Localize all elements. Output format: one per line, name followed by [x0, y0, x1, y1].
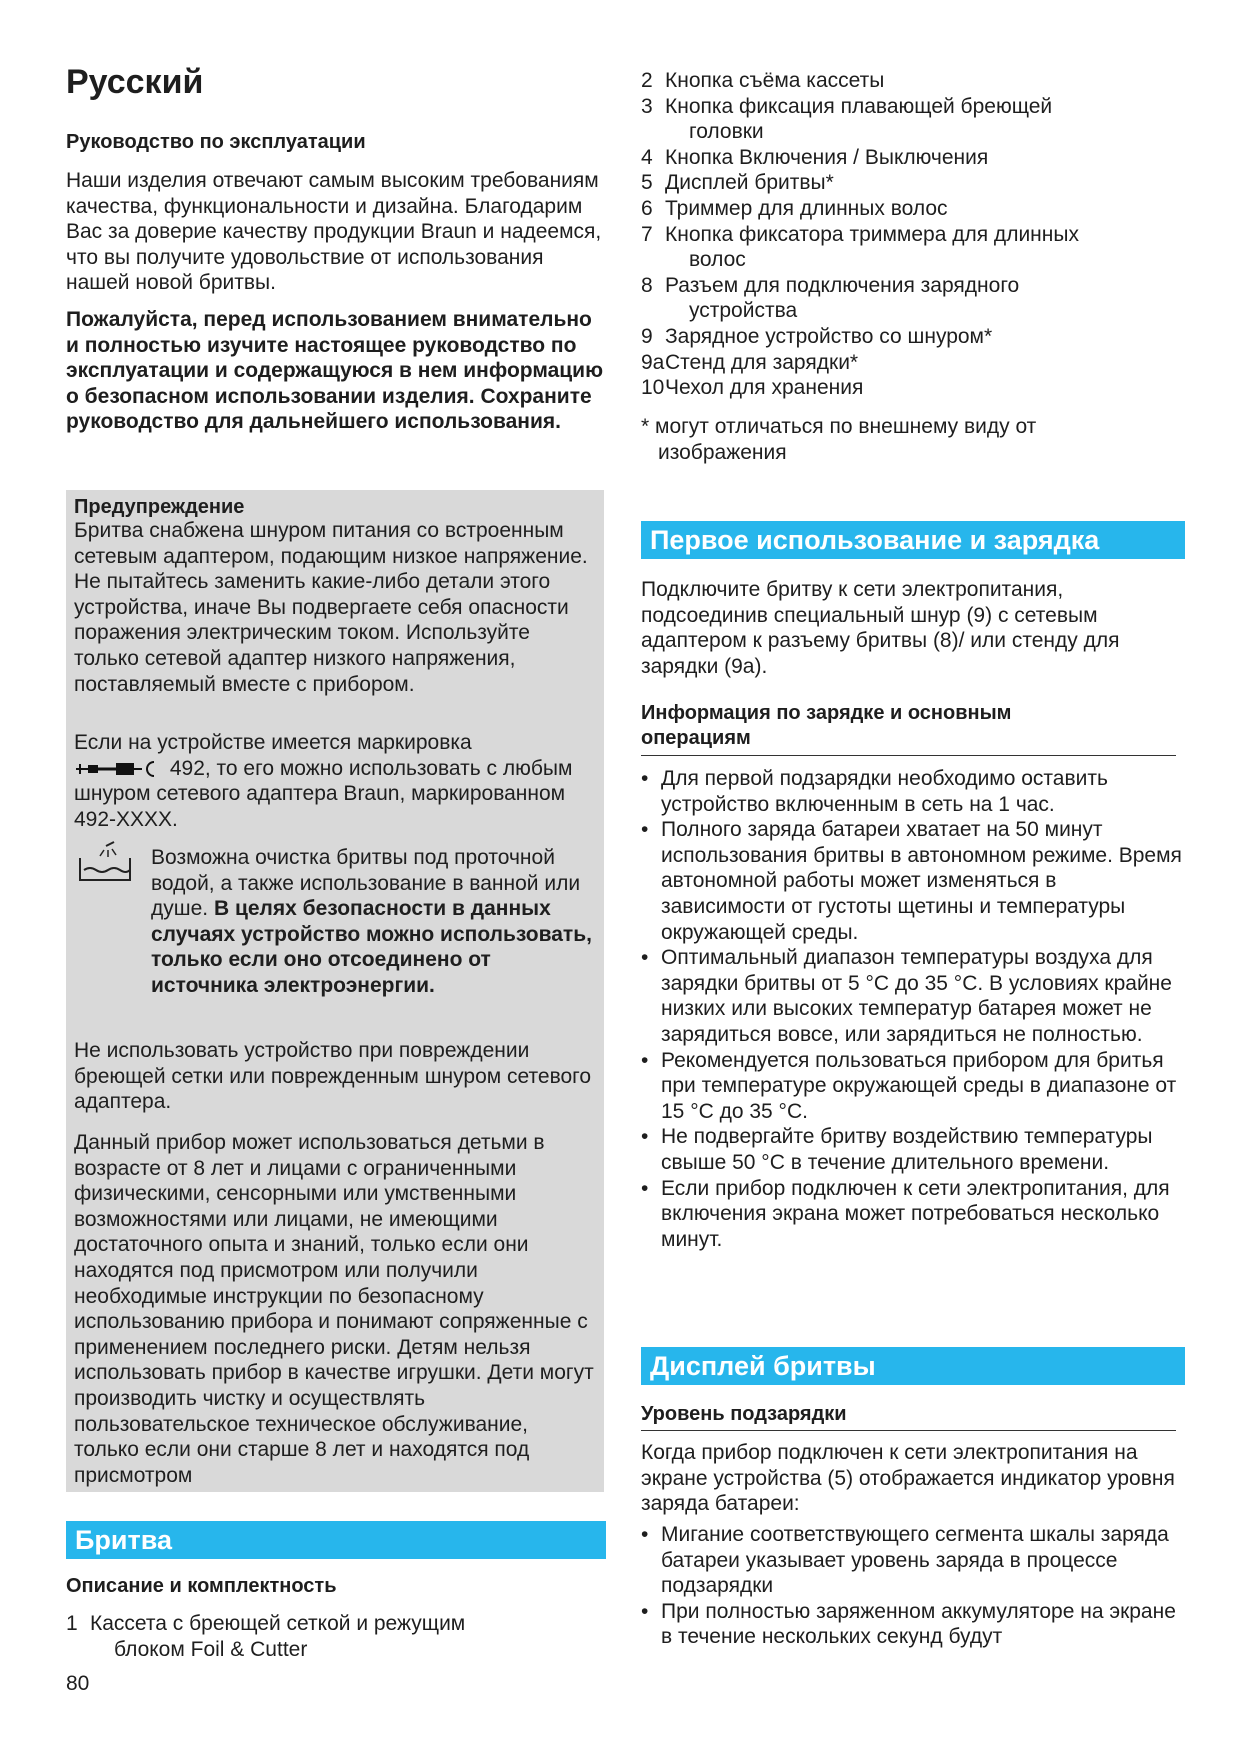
- item-number: 1: [66, 1612, 78, 1635]
- warning-text-1: Бритва снабжена шнуром питания со встроенным сетевым адаптером, подающим низкое напряжение. Не пытайтесь заменить какие-либо детали этого устройства, иначе Вы подвергаете себя опасности поражения электрическим током. Используйте только сетевой адаптер низкого напряжения, поставляемый вместе с прибором.: [74, 519, 588, 696]
- list-item: 10 Чехол для хранения: [641, 376, 864, 400]
- warning-text-5: Данный прибор может использоваться детьми в возрасте от 8 лет и лицами с ограниченными физическими, сенсорными или умственными возможностями или лицами, не имеющими достаточного опыта и знаний, только если они находятся под присмотром или получили необходимые инструкции по безопасному использованию прибора и понимают сопряженные с применением последнего риски. Детям нельзя использовать прибор в качестве игрушки. Дети могут производить чистку и осуществлять пользовательское техническое обслуживание, только если они старше 8 лет и находятся под присмотром: [74, 1131, 594, 1487]
- item-text-cont: блоком Foil & Cutter: [114, 1637, 308, 1661]
- footnote-line-2: изображения: [658, 440, 787, 464]
- divider: [641, 1430, 1176, 1431]
- list-item: 4 Кнопка Включения / Выключения: [641, 145, 989, 169]
- connect-text: Подключите бритву к сети электропитания, подсоединив специальный шнур (9) с сетевым адаптером к разъему бритвы (8)/ или стенду для зарядки (9a).: [641, 578, 1120, 678]
- list-item: 8 Разъем для подключения зарядного устройства: [641, 273, 1020, 323]
- list-item: 5 Дисплей бритвы*: [641, 171, 834, 195]
- shaver-banner: Бритва: [66, 1521, 606, 1559]
- list-item: [66, 1611, 606, 1662]
- list-item: • Для первой подзарядки необходимо оставить устройство включенным в сеть на 1 час.: [641, 767, 1108, 816]
- list-item: 7 Кнопка фиксатора триммера для длинных волос: [641, 222, 1079, 272]
- list-item: 2 Кнопка съёма кассеты: [641, 69, 885, 92]
- page-number: 80: [66, 1672, 90, 1695]
- list-item: 6 Триммер для длинных волос: [641, 196, 948, 220]
- first-use-banner: Первое использование и зарядка: [641, 521, 1185, 559]
- list-item: • Если прибор подключен к сети электропитания, для включения экрана может потребоваться несколько минут.: [641, 1176, 1170, 1251]
- list-item: 3 Кнопка фиксация плавающей бреющей головки: [641, 94, 1053, 144]
- marking-lead: Если на устройстве имеется маркировка: [74, 731, 472, 754]
- list-item: • Мигание соответствующего сегмента шкалы заряда батареи указывает уровень заряда в процессе подзарядки: [641, 1523, 1169, 1598]
- description-heading: Описание и комплектность: [66, 1575, 337, 1597]
- warning-text-4: Не использовать устройство при повреждении бреющей сетки или поврежденным шнуром сетевого адаптера.: [74, 1039, 592, 1114]
- level-text: Когда прибор подключен к сети электропитания на экране устройства (5) отображается индикатор уровня заряда батареи:: [641, 1441, 1175, 1516]
- divider: [641, 755, 1176, 756]
- list-item: 9a Стенд для зарядки*: [641, 350, 859, 374]
- intro-bold-text: Пожалуйста, перед использованием внимательно и полностью изучите настоящее руководство по эксплуатации и содержащуюся в нем информацию о безопасном использовании изделия. Сохраните руководство для дальнейшего использования.: [66, 308, 604, 434]
- water-cleaning-icon: [74, 840, 136, 884]
- list-item: • Полного заряда батареи хватает на 50 минут использования бритвы в автономном режиме. Время автономной работы может изменяться в зависимости от густоты щетины и температуры окружающей среды.: [641, 818, 1182, 944]
- warning-title: Предупреждение: [74, 496, 245, 518]
- intro-text: Наши изделия отвечают самым высоким требованиям качества, функциональности и дизайна. Благодарим Вас за доверие качеству продукции Braun и надеемся, что вы получите удовольствие от использования нашей новой бритвы.: [66, 169, 602, 295]
- list-item: • Оптимальный диапазон температуры воздуха для зарядки бритвы от 5 °C до 35 °C. В условиях крайне низких или высоких температур батарея может не зарядиться вовсе, или зарядиться не полностью.: [641, 946, 1172, 1046]
- display-banner: Дисплей бритвы: [641, 1347, 1185, 1385]
- warning-text-3: [151, 845, 596, 999]
- charging-list: [641, 766, 1185, 1252]
- cleaning-normal-text: Возможна очистка бритвы под проточной водой, а также использование в ванной или душе.: [151, 846, 581, 921]
- list-item: • При полностью заряженном аккумуляторе на экране в течение нескольких секунд будут: [641, 1599, 1176, 1649]
- marking-text: 492, то его можно использовать с любым шнуром сетевого адаптера Braun, маркированном 492-XXXX.: [74, 756, 573, 831]
- level-list: [641, 1522, 1185, 1650]
- item-text: Кассета с бреющей сеткой и режущим: [90, 1612, 466, 1635]
- page-title: Русский: [66, 63, 204, 101]
- charging-heading: Информация по зарядке и основным операциям: [641, 702, 1012, 749]
- list-item: • Рекомендуется пользоваться прибором для бритья при температуре окружающей среды в диапазоне от 15 °C до 35 °C.: [641, 1048, 1177, 1123]
- warning-box: [66, 490, 604, 1492]
- manual-heading: Руководство по эксплуатации: [66, 131, 366, 153]
- footnote-line-1: * могут отличаться по внешнему виду от: [641, 415, 1037, 438]
- warning-text-2: [74, 730, 596, 832]
- footnote: [641, 414, 1185, 465]
- list-item: 9 Зарядное устройство со шнуром*: [641, 324, 993, 348]
- list-item: • Не подвергайте бритву воздействию температуры свыше 50 °C в течение длительного времени.: [641, 1125, 1153, 1174]
- parts-list: [641, 68, 1185, 401]
- level-heading: Уровень подзарядки: [641, 1403, 847, 1425]
- adapter-marking-icon: [74, 758, 164, 780]
- cleaning-bold-text: В целях безопасности в данных случаях устройство можно использовать, только если оно отсоединено от источника электроэнергии.: [151, 897, 592, 997]
